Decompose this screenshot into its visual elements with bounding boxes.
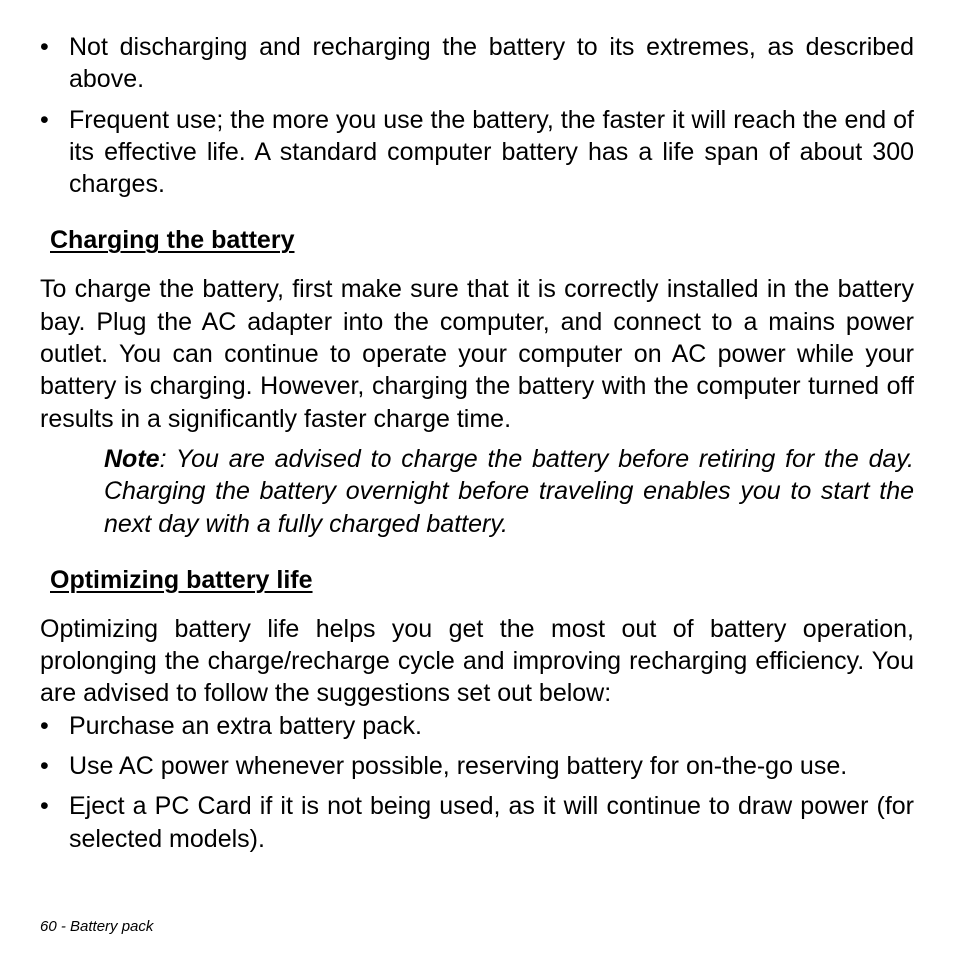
charging-paragraph: To charge the battery, first make sure that it is correctly installed in the battery bay. Plug the AC adapter into the computer, and connect to a mains power outlet. You can continue to operate your computer on AC power while your battery is charging. However, charging the battery with the computer turned off results in a significantly faster charge time. [40,275,914,433]
list-item [40,710,914,742]
list-item-text: Frequent use; the more you use the battery, the faster it will reach the end of its effective life. A standard computer battery has a life span of about 300 charges. [69,105,914,199]
battery-wear-list [40,31,914,200]
bullet-glyph: • [40,711,49,740]
note-block [104,443,914,540]
optimizing-paragraph: Optimizing battery life helps you get the most out of battery operation, prolonging the charge/recharge cycle and improving recharging efficiency. You are advised to follow the suggestions set out below: [40,614,914,708]
list-item [40,104,914,201]
list-item-text: Use AC power whenever possible, reserving battery for on-the-go use. [69,752,848,781]
bullet-glyph: • [40,752,49,781]
note-label: Note [104,444,160,473]
list-item-text: Purchase an extra battery pack. [69,711,422,740]
note-text: : You are advised to charge the battery before retiring for the day. Charging the battery overnight before traveling enables you to start the next day with a fully charged battery. [104,444,914,538]
list-item-text: Not discharging and recharging the battery to its extremes, as described above. [69,33,914,94]
bullet-glyph: • [40,792,49,821]
section-heading-optimizing: Optimizing battery life [50,565,313,594]
list-item [40,790,914,855]
bullet-glyph: • [40,33,49,61]
bullet-glyph: • [40,105,49,134]
list-item-text: Eject a PC Card if it is not being used, as it will continue to draw power (for selected models). [69,792,914,853]
page-footer: 60 - Battery pack [40,918,154,935]
optimizing-suggestions-list [40,710,914,855]
section-heading-charging: Charging the battery [50,226,295,255]
list-item [40,750,914,782]
list-item [40,31,914,96]
page-content [40,31,914,855]
